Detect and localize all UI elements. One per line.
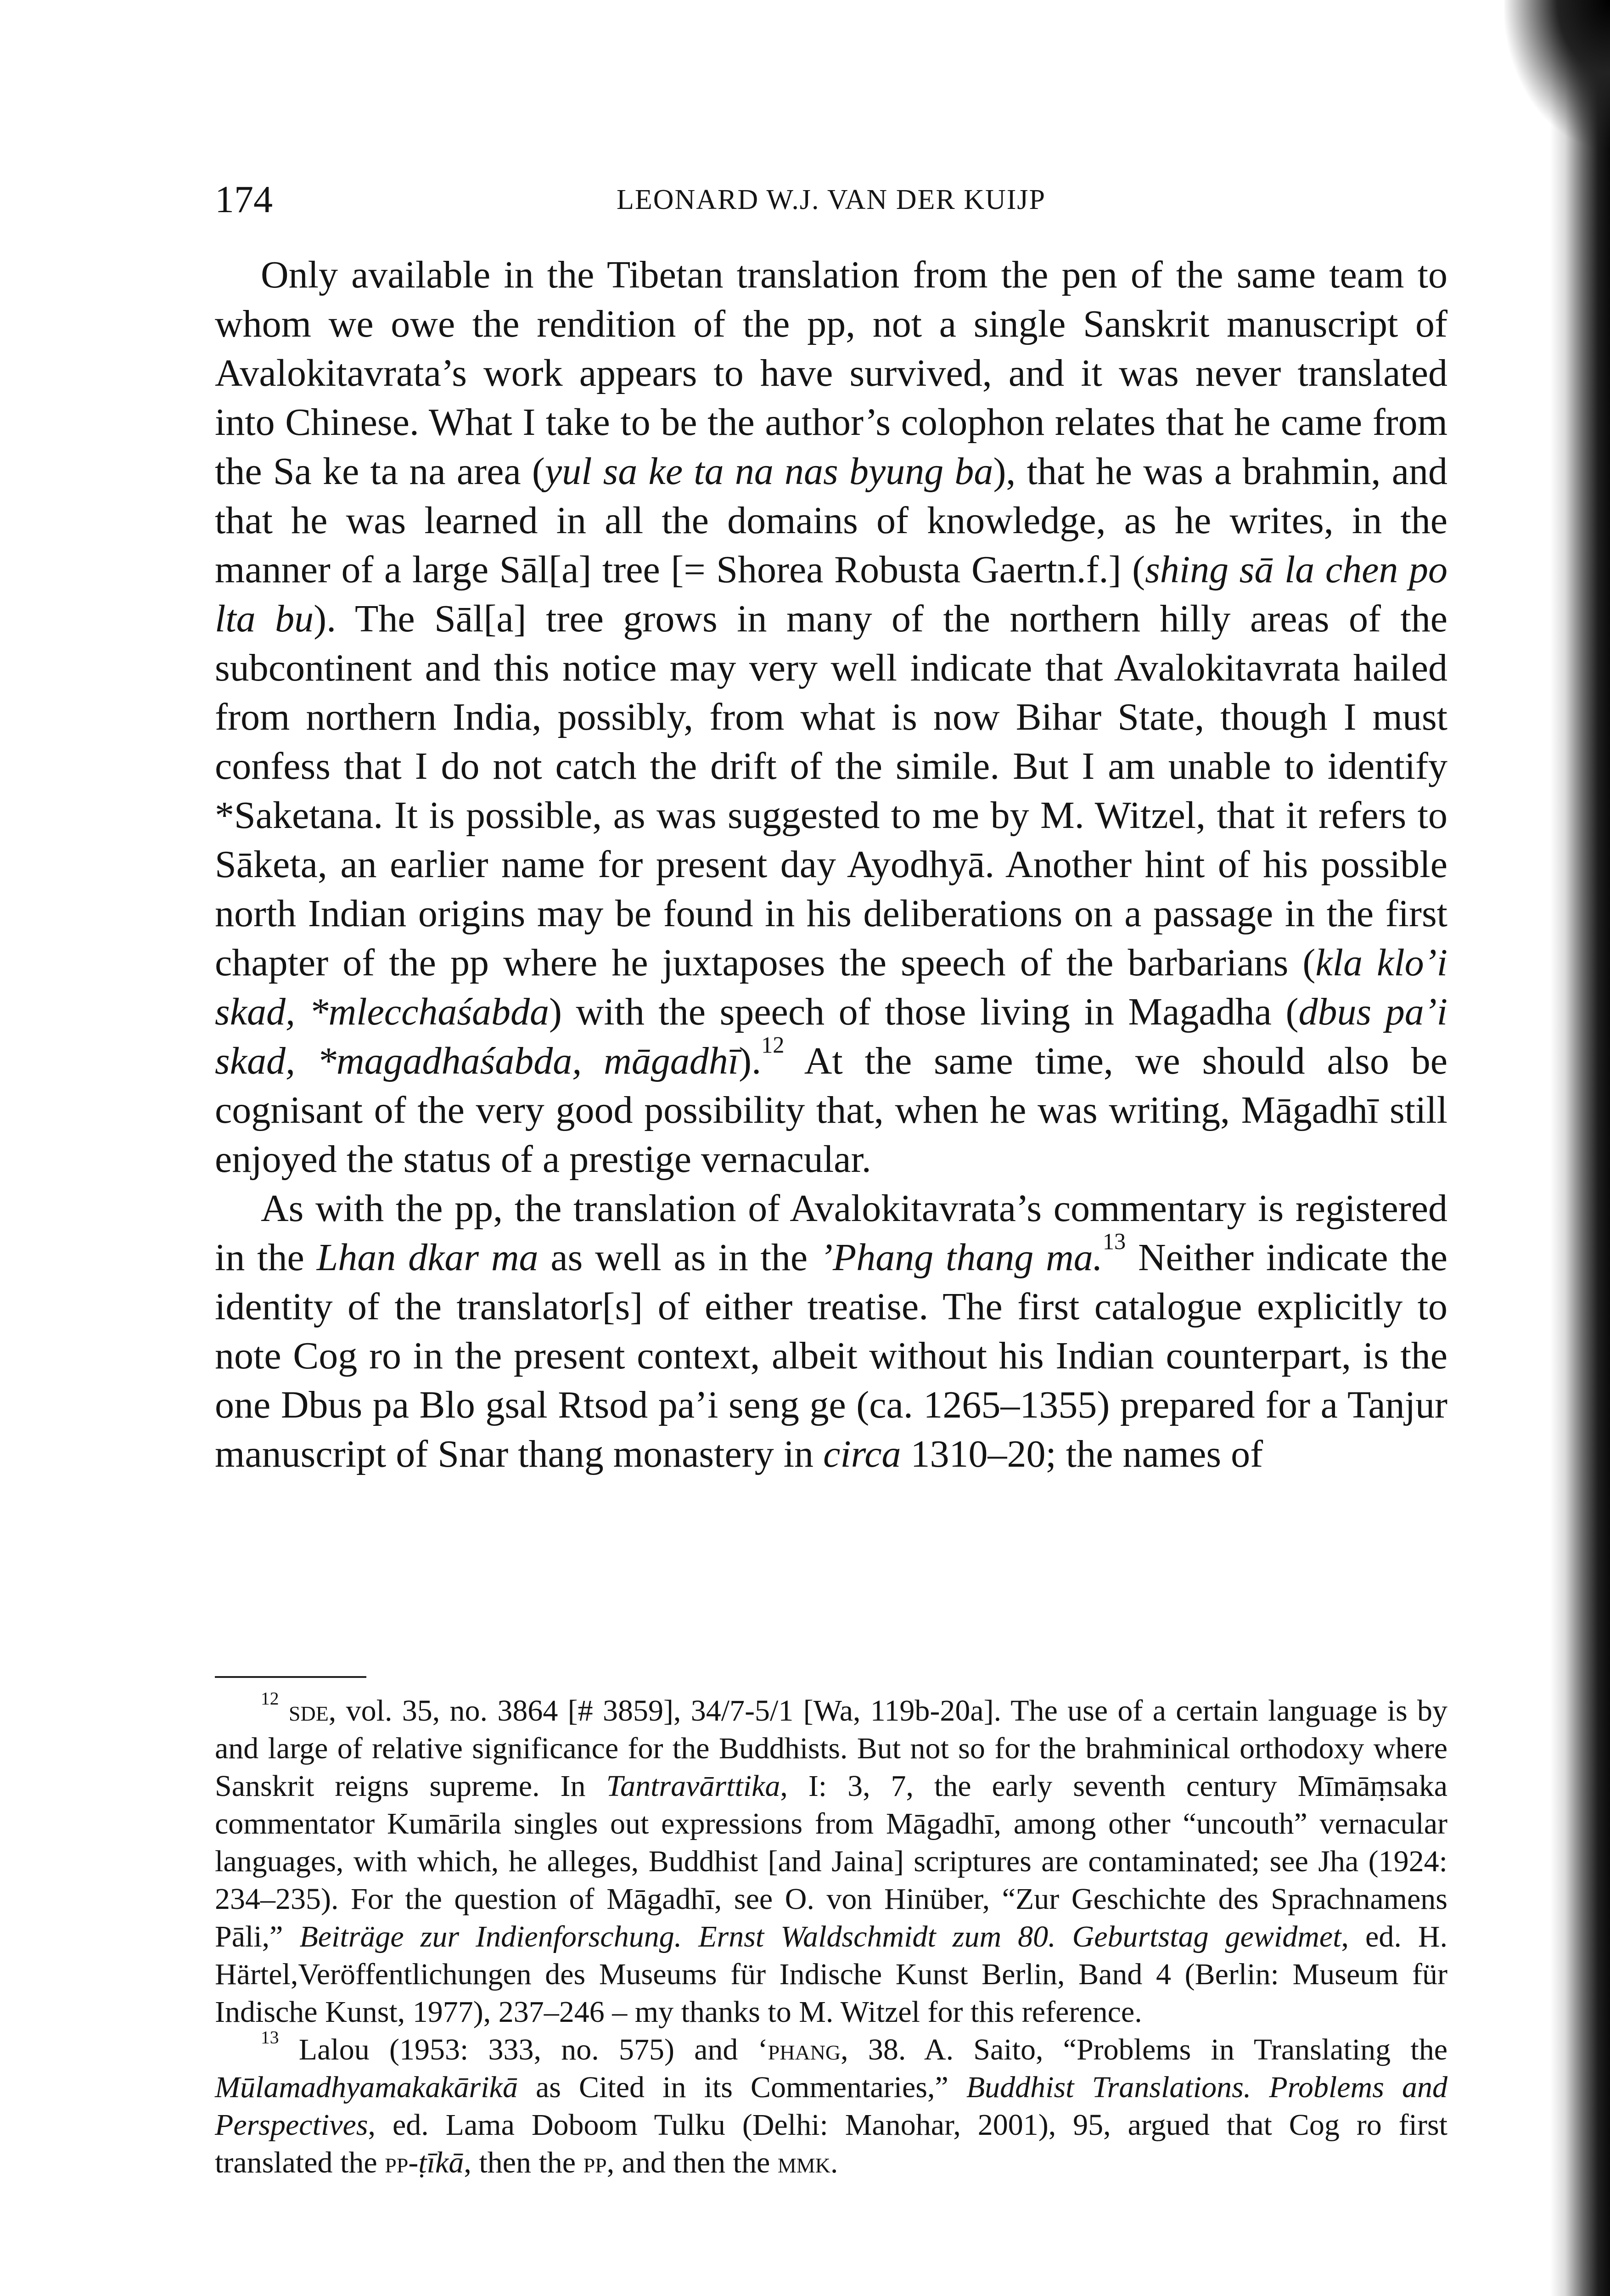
text-segment: Buddhist Translations. Problems and Perspectives: [215, 2071, 1447, 2142]
text-segment: Beiträge zur Indienforschung. Ernst Waldschmidt zum 80. Geburtstag gewidmet: [299, 1920, 1341, 1953]
text-segment: mmk: [777, 2146, 830, 2179]
text-segment: phang: [768, 2033, 841, 2066]
text-segment: dbus pa’i skad, *magadhaśabda, māgadhī: [215, 990, 1448, 1082]
text-segment: , and then the: [606, 2146, 778, 2179]
text-segment: as well as in the: [538, 1236, 820, 1279]
scan-edge-shadow: [1550, 0, 1610, 2296]
text-segment: pp: [385, 2146, 409, 2179]
text-segment: ’Phang thang ma.: [819, 1236, 1103, 1279]
body-paragraph: [215, 250, 1447, 1184]
text-segment: -: [408, 2146, 419, 2179]
text-segment: kla klo’i skad, *mlecchaśabda: [215, 941, 1447, 1033]
text-segment: , ed. H. Härtel,Veröffentlichungen des Museums für Indische Kunst Berlin, Band 4 (Berlin: Museum für Indische Kunst, 1977), 237–246 – my thanks to M. Witzel for this reference.: [215, 1920, 1447, 2029]
text-segment: Mūlamadhyamakakārikā: [215, 2071, 518, 2104]
text-segment: As with the pp, the translation of Avalokitavrata’s commentary is registered in the: [215, 1187, 1447, 1279]
text-segment: shing sā la chen po lta bu: [215, 548, 1447, 640]
text-segment: At the same time, we should also be cognisant of the very good possibility that, when he was writing, Māgadhī still enjoyed the status of a prestige vernacular.: [215, 1040, 1447, 1181]
text-segment: Lalou (1953: 333, no. 575) and ‘: [279, 2033, 768, 2066]
text-segment: ) with the speech of those living in Magadha (: [549, 990, 1299, 1033]
text-segment: Tantravārttika: [606, 1769, 780, 1803]
text-segment: ṭīkā: [418, 2146, 464, 2179]
running-head: [215, 172, 1447, 227]
footnote: [215, 1688, 1447, 2031]
text-segment: .: [830, 2146, 838, 2179]
text-segment: 1310–20; the names of: [901, 1433, 1263, 1475]
text-segment: circa: [823, 1433, 901, 1475]
text-segment: ), that he was a brahmin, and that he was learned in all the domains of knowledge, as he writes, in the manner of a large Sāl[a] tree [= Shorea Robusta Gaertn.f.] (: [215, 450, 1447, 591]
text-segment: ). The Sāl[a] tree grows in many of the northern hilly areas of the subcontinent and this notice may very well indicate that Avalokitavrata hailed from northern India, possibly, from what is now Bihar State, though I must confess that I do not catch the drift of the simile. But I am unable to identify *Saketana. It is possible, as was suggested to me by M. Witzel, that it refers to Sāketa, an earlier name for present day Ayodhyā. Another hint of his possible north Indian origins may be found in his deliberations on a passage in the first chapter of the pp where he juxtaposes the speech of the barbarians (: [215, 597, 1447, 984]
page-number: 174: [215, 178, 273, 221]
text-segment: yul sa ke ta na nas byung ba: [544, 450, 993, 493]
text-segment: , then the: [464, 2146, 583, 2179]
scan-corner-shadow: [1504, 0, 1610, 147]
text-segment: [279, 1694, 289, 1728]
text-segment: Neither indicate the identity of the translator[s] of either treatise. The first catalogue explicitly to note Cog ro in the present context, albeit without his Indian counterpart, is the one Dbus pa Blo gsal Rtsod pa’i seng ge (ca. 1265–1355) prepared for a Tanjur manuscript of Snar thang monastery in: [215, 1236, 1447, 1475]
text-segment: sde: [288, 1694, 329, 1728]
main-text: [215, 250, 1447, 1479]
footnote: [215, 2027, 1448, 2182]
body-paragraph: [215, 1184, 1447, 1479]
text-segment: , I: 3, 7, the early seventh century Mīmāṃsaka commentator Kumārila singles out expressions from Māgadhī, among other “uncouth” vernacular languages, with which, he alleges, Buddhist [and Jaina] scriptures are contaminated; see Jha (1924: 234–235). For the question of Māgadhī, see O. von Hinüber, “Zur Geschichte des Sprachnamens Pāli,”: [215, 1769, 1447, 1953]
footnotes: [215, 1688, 1448, 2182]
text-segment: as Cited in its Commentaries,”: [517, 2071, 966, 2104]
text-segment: , 38. A. Saito, “Problems in Translating the: [841, 2033, 1448, 2066]
text-segment: , vol. 35, no. 3864 [# 3859], 34/7-5/1 [Wa, 119b-20a]. The use of a certain language is by and large of relative significance for the Buddhists. But not so for the brahminical orthodoxy where Sanskrit reigns supreme. In: [215, 1694, 1447, 1803]
text-segment: Only available in the Tibetan translation from the pen of the same team to whom we owe the rendition of the pp, not a single Sanskrit manuscript of Avalokitavrata’s work appears to have survived, and it was never translated into Chinese. What I take to be the author’s colophon relates that he came from the Sa ke ta na area (: [215, 253, 1447, 493]
running-title: LEONARD W.J. VAN DER KUIJP: [616, 184, 1046, 215]
text-segment: ).: [739, 1040, 762, 1082]
text-segment: pp: [583, 2146, 607, 2179]
footnote-marker: 12: [261, 1688, 279, 1709]
footnote-marker: 13: [1102, 1228, 1126, 1255]
footnote-rule: [215, 1676, 366, 1678]
text-segment: , ed. Lama Doboom Tulku (Delhi: Manohar, 2001), 95, argued that Cog ro first translated the: [215, 2108, 1447, 2179]
footnote-marker: 12: [761, 1032, 785, 1058]
footnote-marker: 13: [261, 2027, 279, 2048]
text-segment: Lhan dkar ma: [316, 1236, 539, 1279]
